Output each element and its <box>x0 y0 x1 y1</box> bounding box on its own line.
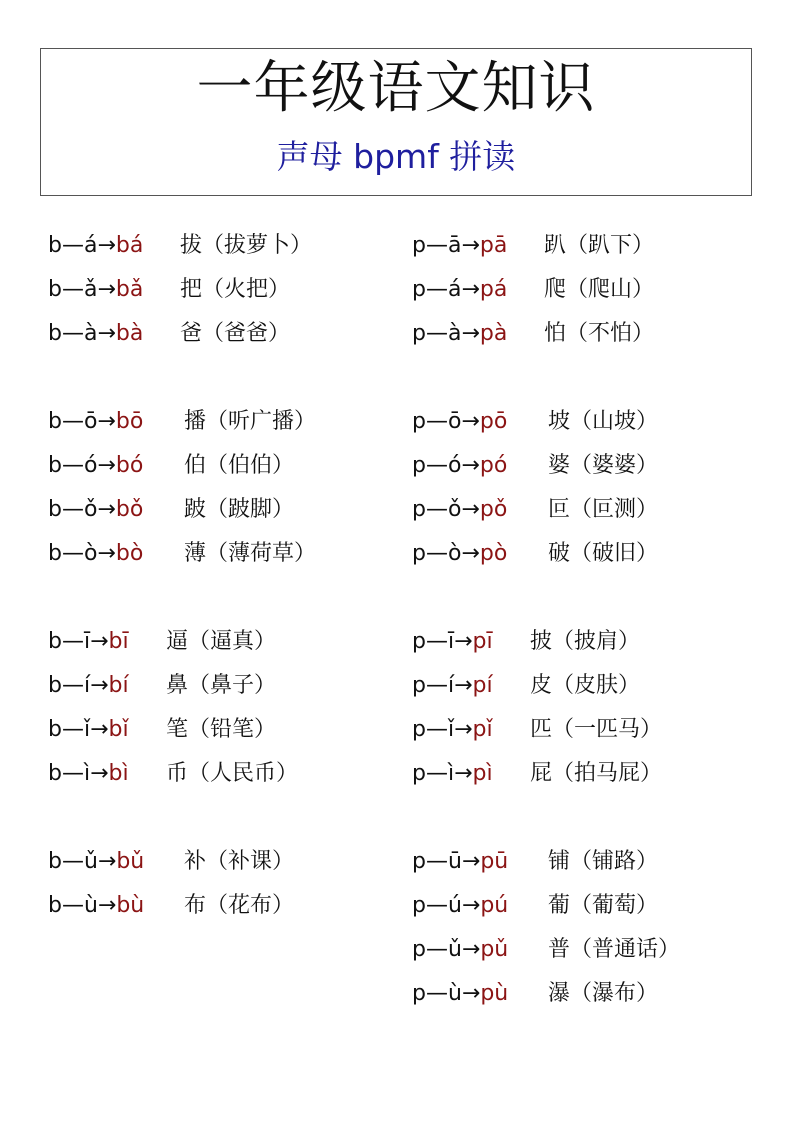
syllable: bǔ <box>116 849 145 874</box>
pinyin-row <box>412 319 752 349</box>
spelling-formula: b—ǒ→ <box>48 497 116 522</box>
example-word: 鼻（鼻子） <box>166 673 277 698</box>
spelling-formula: p—ì→ <box>412 761 473 786</box>
syllable: pà <box>479 321 508 346</box>
syllable: pú <box>480 893 509 918</box>
pinyin-row <box>48 539 388 569</box>
pinyin-row <box>412 671 752 701</box>
spelling-formula: p—ǒ→ <box>412 497 480 522</box>
spelling-formula: b—á→ <box>48 233 116 258</box>
syllable: pù <box>480 981 509 1006</box>
example-word: 怕（不怕） <box>544 321 655 346</box>
example-word: 披（披肩） <box>530 629 641 654</box>
syllable: pò <box>479 541 508 566</box>
pinyin-row <box>48 671 388 701</box>
example-word: 匹（一匹马） <box>530 717 663 742</box>
spelling-formula: b—ì→ <box>48 761 109 786</box>
pinyin-row <box>48 275 388 305</box>
example-word: 瀑（瀑布） <box>548 981 659 1006</box>
example-word: 铺（铺路） <box>548 849 659 874</box>
example-word: 屁（拍马屁） <box>530 761 663 786</box>
example-word: 伯（伯伯） <box>184 453 295 478</box>
pinyin-row <box>412 231 752 261</box>
syllable: bò <box>115 541 144 566</box>
spelling-formula: b—ò→ <box>48 541 116 566</box>
pinyin-row <box>48 627 388 657</box>
syllable: bī <box>108 629 129 654</box>
syllable: pì <box>472 761 493 786</box>
spelling-formula: b—ó→ <box>48 453 116 478</box>
example-word: 葡（葡萄） <box>548 893 659 918</box>
pinyin-row <box>412 759 752 789</box>
pinyin-row <box>412 979 752 1009</box>
spelling-formula: b—ù→ <box>48 893 117 918</box>
pinyin-row <box>412 891 752 921</box>
example-word: 破（破旧） <box>548 541 659 566</box>
example-word: 爸（爸爸） <box>180 321 291 346</box>
example-word: 逼（逼真） <box>166 629 277 654</box>
spelling-formula: b—à→ <box>48 321 116 346</box>
syllable: bí <box>108 673 129 698</box>
syllable: pá <box>479 277 508 302</box>
pinyin-row <box>48 319 388 349</box>
syllable: pó <box>479 453 508 478</box>
example-word: 布（花布） <box>184 893 295 918</box>
spelling-formula: b—ī→ <box>48 629 109 654</box>
spelling-formula: p—ū→ <box>412 849 481 874</box>
spelling-formula: b—ǐ→ <box>48 717 109 742</box>
example-word: 婆（婆婆） <box>548 453 659 478</box>
spelling-formula: b—ǎ→ <box>48 277 116 302</box>
example-word: 币（人民币） <box>166 761 299 786</box>
spelling-formula: p—ā→ <box>412 233 480 258</box>
pinyin-row <box>48 407 388 437</box>
example-word: 跛（跛脚） <box>184 497 295 522</box>
example-word: 趴（趴下） <box>544 233 655 258</box>
syllable: bà <box>115 321 144 346</box>
page-title: 一年级语文知识 <box>196 56 596 121</box>
syllable: bǐ <box>108 717 129 742</box>
spelling-formula: p—ī→ <box>412 629 473 654</box>
spelling-formula: p—à→ <box>412 321 480 346</box>
pinyin-row <box>412 407 752 437</box>
pinyin-row <box>412 715 752 745</box>
syllable: pū <box>480 849 509 874</box>
pinyin-row <box>48 495 388 525</box>
example-word: 爬（爬山） <box>544 277 655 302</box>
pinyin-row <box>48 715 388 745</box>
syllable: pǔ <box>480 937 509 962</box>
example-word: 坡（山坡） <box>548 409 659 434</box>
pinyin-row <box>48 847 388 877</box>
spelling-formula: b—í→ <box>48 673 109 698</box>
syllable: pí <box>472 673 493 698</box>
spelling-formula: b—ǔ→ <box>48 849 117 874</box>
pinyin-row <box>412 539 752 569</box>
spelling-formula: p—ù→ <box>412 981 481 1006</box>
title-box <box>40 48 752 196</box>
syllable: pǒ <box>479 497 508 522</box>
syllable: bù <box>116 893 145 918</box>
syllable: pǐ <box>472 717 493 742</box>
example-word: 笔（铅笔） <box>166 717 277 742</box>
spelling-formula: b—ō→ <box>48 409 116 434</box>
spelling-formula: p—ò→ <box>412 541 480 566</box>
pinyin-row <box>48 759 388 789</box>
spelling-formula: p—ǐ→ <box>412 717 473 742</box>
pinyin-row <box>412 847 752 877</box>
syllable: pō <box>479 409 508 434</box>
example-word: 普（普通话） <box>548 937 681 962</box>
pinyin-row <box>48 231 388 261</box>
example-word: 补（补课） <box>184 849 295 874</box>
example-word: 把（火把） <box>180 277 291 302</box>
spelling-formula: p—í→ <box>412 673 473 698</box>
example-word: 叵（叵测） <box>548 497 659 522</box>
spelling-formula: p—ǔ→ <box>412 937 481 962</box>
syllable: pī <box>472 629 493 654</box>
syllable: bǒ <box>115 497 144 522</box>
pinyin-row <box>412 935 752 965</box>
syllable: bó <box>115 453 144 478</box>
syllable: bǎ <box>115 277 144 302</box>
pinyin-row <box>412 495 752 525</box>
syllable: bá <box>115 233 144 258</box>
spelling-formula: p—á→ <box>412 277 480 302</box>
pinyin-row <box>412 627 752 657</box>
syllable: pā <box>479 233 508 258</box>
example-word: 皮（皮肤） <box>530 673 641 698</box>
spelling-formula: p—ó→ <box>412 453 480 478</box>
pinyin-row <box>48 451 388 481</box>
syllable: bō <box>115 409 144 434</box>
pinyin-row <box>412 451 752 481</box>
spelling-formula: p—ú→ <box>412 893 481 918</box>
example-word: 薄（薄荷草） <box>184 541 317 566</box>
syllable: bì <box>108 761 129 786</box>
pinyin-row <box>48 891 388 921</box>
example-word: 拔（拔萝卜） <box>180 233 313 258</box>
example-word: 播（听广播） <box>184 409 317 434</box>
pinyin-row <box>412 275 752 305</box>
page-subtitle: 声母 bpmf 拼读 <box>276 137 516 176</box>
spelling-formula: p—ō→ <box>412 409 480 434</box>
